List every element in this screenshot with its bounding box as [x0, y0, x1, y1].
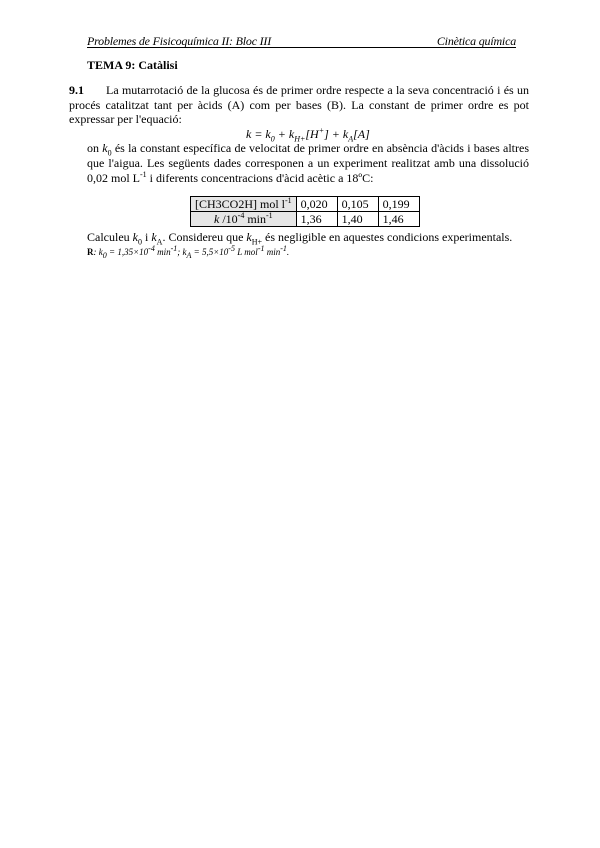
answer-sup: -1 — [170, 244, 178, 253]
answer-unit: L mol — [234, 247, 258, 257]
answer-text: : — [93, 247, 99, 257]
question-sub: H+ — [251, 237, 263, 247]
question-text: Calculeu — [87, 230, 133, 244]
problem-intro — [69, 83, 529, 127]
question-text: és negligible en aquestes condicions experimentals. — [262, 230, 513, 244]
answer-unit: min — [264, 247, 281, 257]
table-cell: 1,36 — [296, 212, 337, 227]
problem-description — [87, 141, 529, 186]
question-symbol: k — [151, 230, 157, 244]
desc-symbol: k — [102, 141, 108, 155]
desc-sub: 0 — [107, 148, 112, 158]
header-rule — [87, 47, 516, 48]
answer-value: = 5,5×10 — [191, 247, 229, 257]
row-header-rate-constant — [191, 212, 297, 227]
data-table — [190, 196, 420, 227]
answer-sup: -1 — [280, 244, 287, 253]
header-symbol: k — [213, 212, 220, 226]
question-text: i — [141, 230, 152, 244]
eq-part: + k — [274, 127, 295, 141]
answer-value: = 1,35×10 — [106, 247, 149, 257]
eq-sub: H+ — [294, 134, 306, 144]
problem-number: 9.1 — [69, 83, 84, 97]
eq-part: [H — [305, 127, 319, 141]
rate-equation — [246, 127, 370, 142]
answer-unit: min — [154, 247, 171, 257]
table-cell: 0,105 — [337, 197, 378, 212]
eq-sub: A — [348, 134, 354, 144]
eq-sub: 0 — [270, 134, 275, 144]
answer-text: ; — [177, 247, 183, 257]
answer-symbol: k — [98, 247, 103, 257]
header-left-title: Problemes de Fisicoquímica II: Bloc III — [87, 34, 272, 48]
desc-text: on — [87, 141, 103, 155]
problem-intro-text: La mutarrotació de la glucosa és de primer ordre respecte a la seva concentració i és un procés catalitzat tant per àcids (A) com per bases (B). La constant de primer ordre es pot expressar per l'equació: — [69, 83, 529, 126]
problem-question — [87, 230, 529, 247]
question-symbol: k — [246, 230, 252, 244]
table-cell: 1,40 — [337, 212, 378, 227]
header-text: /10 — [219, 212, 238, 226]
table-cell: 0,020 — [296, 197, 337, 212]
row-header-concentration — [191, 197, 297, 212]
table-row — [191, 212, 420, 227]
answer-text: . — [286, 247, 290, 257]
table-cell: 0,199 — [378, 197, 419, 212]
answer-sub: 0 — [102, 250, 107, 260]
header-sup: -1 — [285, 196, 292, 205]
answer-sup: -5 — [228, 244, 235, 253]
header-sup: -1 — [266, 211, 273, 220]
question-sub: 0 — [137, 237, 142, 247]
answer-sup: -1 — [257, 244, 265, 253]
eq-part: ] + k — [324, 127, 349, 141]
question-text: . Considereu que — [162, 230, 247, 244]
eq-sup: + — [318, 126, 325, 135]
question-symbol: k — [132, 230, 138, 244]
answer-sup: -4 — [148, 244, 155, 253]
table-row — [191, 197, 420, 212]
header-text: min — [244, 212, 266, 226]
desc-text: i diferents concentracions d'àcid acètic a 18ºC: — [146, 171, 374, 185]
table-cell: 1,46 — [378, 212, 419, 227]
header-text: [CH3CO2H] mol l — [195, 197, 285, 211]
header-right-title: Cinètica química — [436, 34, 516, 48]
question-sub: A — [156, 237, 163, 247]
answer-symbol: k — [182, 247, 187, 257]
section-title: TEMA 9: Catàlisi — [87, 58, 178, 72]
header-sup: -4 — [237, 211, 245, 220]
eq-part: k = k — [246, 127, 271, 141]
answer-label: R — [87, 247, 94, 257]
answer-sub: A — [186, 250, 192, 260]
desc-sup: -1 — [140, 170, 147, 179]
answer-line — [87, 244, 290, 260]
desc-text: és la constant específica de velocitat de primer ordre en absència d'àcids i bases altres que l'aigua. Les següents dades corresponen a un experiment realitzat amb una dissolució 0,02 mol L — [87, 141, 530, 185]
eq-part: [A] — [353, 127, 370, 141]
